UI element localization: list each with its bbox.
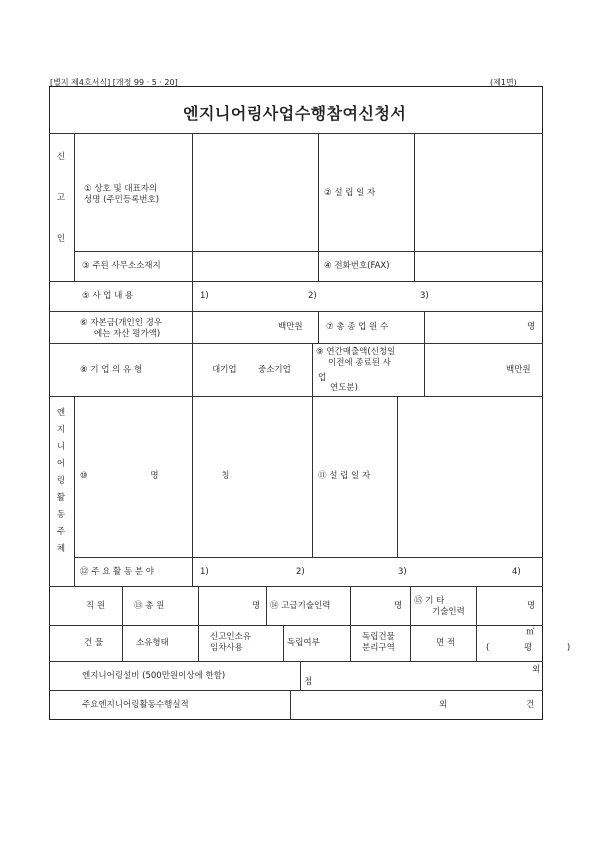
label-entity-establish-date: ⑪ 설 립 일 자 (318, 471, 371, 481)
label-building: 건 물 (84, 638, 104, 648)
label-address: ③ 주된 사무소소재지 (82, 261, 161, 271)
ownership-own[interactable]: 신고인소유 (210, 632, 252, 642)
label-employees: ⑦ 총 종 업 원 수 (326, 322, 389, 332)
divider (318, 311, 319, 343)
divider (283, 625, 284, 661)
divider (350, 625, 351, 661)
performance-extra: 외 (439, 700, 448, 710)
divider (290, 690, 291, 720)
independence-building[interactable]: 독립건물 (362, 632, 395, 642)
divider (74, 396, 75, 586)
page-number: (제1면) (490, 78, 517, 87)
label-other-tech: ⑮ 기 타 (414, 596, 445, 606)
label-establish-date: ② 설 립 일 자 (324, 188, 376, 198)
label-main-field: ⑫ 주 요 활 동 분 야 (80, 567, 154, 577)
side-char: 지 (56, 425, 66, 435)
field-option-1[interactable]: 1) (200, 567, 209, 577)
label-capital: ⑥ 자본금(개인인 경우 (80, 318, 163, 328)
label-annual-sales-4: 연도분) (330, 383, 358, 393)
divider (397, 396, 398, 557)
form-reference: [별지 제4호서식] [개정 99 · 5 · 20] (50, 78, 178, 87)
form-title: 엔지니어링사업수행참여신청서 (183, 104, 407, 123)
divider (49, 625, 543, 626)
divider (192, 281, 193, 311)
divider (424, 311, 425, 343)
business-option-2[interactable]: 2) (308, 291, 317, 301)
label-annual-sales-3: 업 (318, 373, 327, 383)
label-capital-2: 에는 자산 평가액) (94, 329, 161, 339)
divider (414, 133, 415, 281)
divider (49, 661, 543, 662)
side-char: 엔 (56, 408, 66, 418)
label-floor-area: 면 적 (436, 638, 456, 648)
business-option-3[interactable]: 3) (420, 291, 429, 301)
divider (192, 133, 193, 281)
field-option-3[interactable]: 3) (398, 567, 407, 577)
divider (192, 343, 193, 396)
total-staff-unit: 명 (252, 601, 261, 611)
label-business: ⑤ 사 업 내 용 (82, 291, 134, 301)
equipment-extra: 외 (532, 665, 541, 675)
label-entity-name: ⑩ 명 칭 (80, 471, 230, 481)
entity-side-label (54, 405, 68, 558)
field-option-4[interactable]: 4) (512, 567, 521, 577)
divider (49, 281, 543, 282)
label-staff: 직 원 (86, 601, 106, 611)
divider (192, 557, 193, 586)
divider (476, 586, 477, 625)
divider (74, 133, 75, 281)
divider (476, 625, 477, 661)
divider (192, 311, 193, 343)
performance-unit: 건 (526, 700, 535, 710)
label-other-tech-2: 기술인력 (432, 607, 465, 617)
side-char: 체 (56, 544, 66, 554)
divider (410, 625, 411, 661)
side-char: 인 (56, 234, 66, 244)
side-char: 어 (56, 459, 66, 469)
label-ownership: 소유형태 (136, 638, 169, 648)
divider (49, 586, 543, 587)
side-char: 고 (56, 193, 66, 203)
divider (122, 586, 123, 661)
capital-unit: 백만원 (278, 322, 303, 332)
divider (49, 343, 543, 344)
label-phone: ④ 전화번호(FAX) (324, 261, 390, 271)
divider (49, 311, 543, 312)
field-option-2[interactable]: 2) (296, 567, 305, 577)
side-char: 활 (56, 493, 66, 503)
divider (49, 396, 543, 397)
business-option-1[interactable]: 1) (200, 291, 209, 301)
label-engineering-equipment: 엔지니어링설비 (500만원이상에 한함) (82, 671, 226, 681)
side-char: 동 (56, 510, 66, 520)
divider (312, 343, 313, 396)
label-performance-record: 주요엔지니어링활동수행실적 (82, 700, 189, 710)
side-char: 링 (56, 476, 66, 486)
equipment-unit: 점 (304, 677, 313, 687)
divider (49, 133, 543, 134)
applicant-side-label (54, 150, 68, 247)
other-tech-unit: 명 (527, 601, 536, 611)
label-total-staff: ⑬ 총 원 (134, 601, 165, 611)
label-senior-tech: ⑭ 고급기술인력 (270, 601, 331, 611)
divider (300, 661, 301, 690)
label-company-name: ① 상호 및 대표자의 (84, 184, 158, 194)
divider (74, 557, 543, 558)
divider (424, 343, 425, 396)
label-company-type: ⑧ 기 업 의 유 형 (80, 365, 143, 375)
divider (312, 396, 313, 557)
area-unit: ㎡ (526, 627, 535, 637)
divider (410, 586, 411, 625)
divider (198, 586, 199, 625)
divider (350, 586, 351, 625)
divider (74, 251, 543, 252)
area-pyeong: ( 평 ) (486, 643, 571, 653)
label-independence: 독립여부 (287, 638, 320, 648)
ownership-lease[interactable]: 임차사용 (210, 643, 243, 653)
side-char: 주 (56, 527, 66, 537)
type-large-enterprise[interactable]: 대기업 (212, 365, 237, 375)
side-char: 니 (56, 442, 66, 452)
independence-area[interactable]: 분리구역 (362, 643, 395, 653)
divider (318, 133, 319, 281)
employees-unit: 명 (527, 322, 536, 332)
label-annual-sales-2: 이전에 종료된 사 (328, 358, 391, 368)
label-annual-sales: ⑨ 연간매출액(신청일 (316, 347, 396, 357)
label-company-name-2: 성명 (주민등록번호) (84, 195, 160, 205)
divider (266, 586, 267, 625)
divider (49, 690, 543, 691)
side-char: 신 (56, 152, 66, 162)
divider (198, 625, 199, 661)
type-sme[interactable]: 중소기업 (258, 365, 291, 375)
annual-sales-unit: 백만원 (506, 365, 531, 375)
senior-tech-unit: 명 (394, 601, 403, 611)
